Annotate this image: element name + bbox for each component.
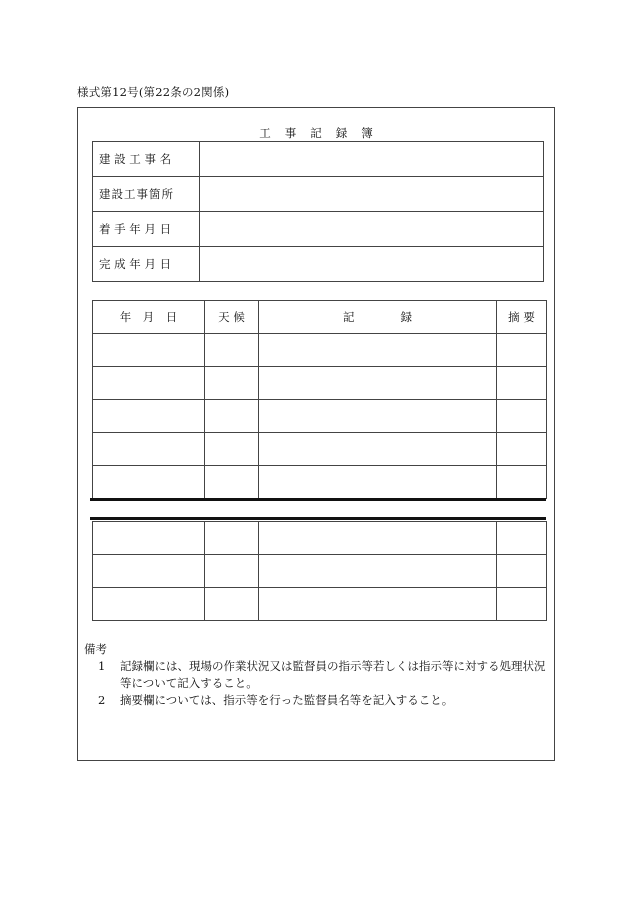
log-header-record: 記 録: [259, 301, 497, 334]
log-row: [93, 555, 547, 588]
info-label-start-date: 着 手 年 月 日: [93, 212, 200, 247]
log-cell-record[interactable]: [259, 555, 497, 588]
log-cell-record[interactable]: [259, 334, 497, 367]
info-row-location: [93, 177, 544, 212]
remarks-item-number: 2: [98, 693, 106, 707]
info-value-completion-date[interactable]: [200, 247, 544, 282]
log-cell-summary[interactable]: [497, 466, 547, 499]
log-header-row: [93, 301, 547, 334]
log-cell-weather[interactable]: [205, 433, 259, 466]
form-number-label: 様式第12号(第22条の2関係): [77, 85, 230, 99]
log-cell-summary[interactable]: [497, 588, 547, 621]
log-cell-summary[interactable]: [497, 400, 547, 433]
log-cell-weather[interactable]: [205, 555, 259, 588]
log-row: [93, 588, 547, 621]
remarks-item: [84, 692, 549, 709]
log-cell-summary[interactable]: [497, 555, 547, 588]
log-row: [93, 433, 547, 466]
log-cell-record[interactable]: [259, 588, 497, 621]
form-title: 工事記録簿: [259, 126, 387, 140]
info-row-name: [93, 142, 544, 177]
log-cell-date[interactable]: [93, 466, 205, 499]
log-header-summary: 摘 要: [497, 301, 547, 334]
log-cell-date[interactable]: [93, 400, 205, 433]
log-cell-record[interactable]: [259, 522, 497, 555]
log-cell-date[interactable]: [93, 334, 205, 367]
record-log-table-top: [92, 300, 547, 499]
remarks-section: [84, 641, 549, 709]
log-header-date: 年 月 日: [93, 301, 205, 334]
log-cell-record[interactable]: [259, 433, 497, 466]
info-label-completion-date: 完 成 年 月 日: [93, 247, 200, 282]
log-cell-date[interactable]: [93, 367, 205, 400]
log-row: [93, 334, 547, 367]
log-cell-date[interactable]: [93, 588, 205, 621]
info-row-start: [93, 212, 544, 247]
form-frame: [77, 107, 555, 761]
info-value-start-date[interactable]: [200, 212, 544, 247]
log-row: [93, 367, 547, 400]
log-cell-date[interactable]: [93, 522, 205, 555]
remarks-item-text: 記録欄には、現場の作業状況又は監督員の指示等若しくは指示等に対する処理状況等について記入すること。: [120, 659, 546, 690]
log-cell-summary[interactable]: [497, 367, 547, 400]
remarks-item-number: 1: [98, 659, 106, 673]
log-cell-weather[interactable]: [205, 334, 259, 367]
log-cell-weather[interactable]: [205, 588, 259, 621]
log-row: [93, 522, 547, 555]
table-break-line-lower: [90, 517, 546, 520]
remarks-item-text: 摘要欄については、指示等を行った監督員名等を記入すること。: [120, 693, 454, 707]
info-value-project-location[interactable]: [200, 177, 544, 212]
remarks-item: [84, 658, 549, 692]
log-cell-date[interactable]: [93, 433, 205, 466]
log-cell-record[interactable]: [259, 466, 497, 499]
log-row: [93, 400, 547, 433]
info-label-project-location: 建設工事箇所: [93, 177, 200, 212]
log-row: [93, 466, 547, 499]
project-info-table: [92, 141, 544, 282]
log-cell-weather[interactable]: [205, 466, 259, 499]
info-row-completion: [93, 247, 544, 282]
info-value-project-name[interactable]: [200, 142, 544, 177]
remarks-heading: 備考: [84, 642, 107, 656]
log-cell-summary[interactable]: [497, 334, 547, 367]
log-header-weather: 天 候: [205, 301, 259, 334]
log-cell-weather[interactable]: [205, 522, 259, 555]
record-log-table-bottom: [92, 521, 547, 621]
log-cell-summary[interactable]: [497, 433, 547, 466]
log-cell-weather[interactable]: [205, 367, 259, 400]
log-cell-weather[interactable]: [205, 400, 259, 433]
log-cell-record[interactable]: [259, 400, 497, 433]
table-break-line-upper: [90, 498, 546, 501]
info-label-project-name: 建 設 工 事 名: [93, 142, 200, 177]
log-cell-record[interactable]: [259, 367, 497, 400]
log-cell-date[interactable]: [93, 555, 205, 588]
log-cell-summary[interactable]: [497, 522, 547, 555]
